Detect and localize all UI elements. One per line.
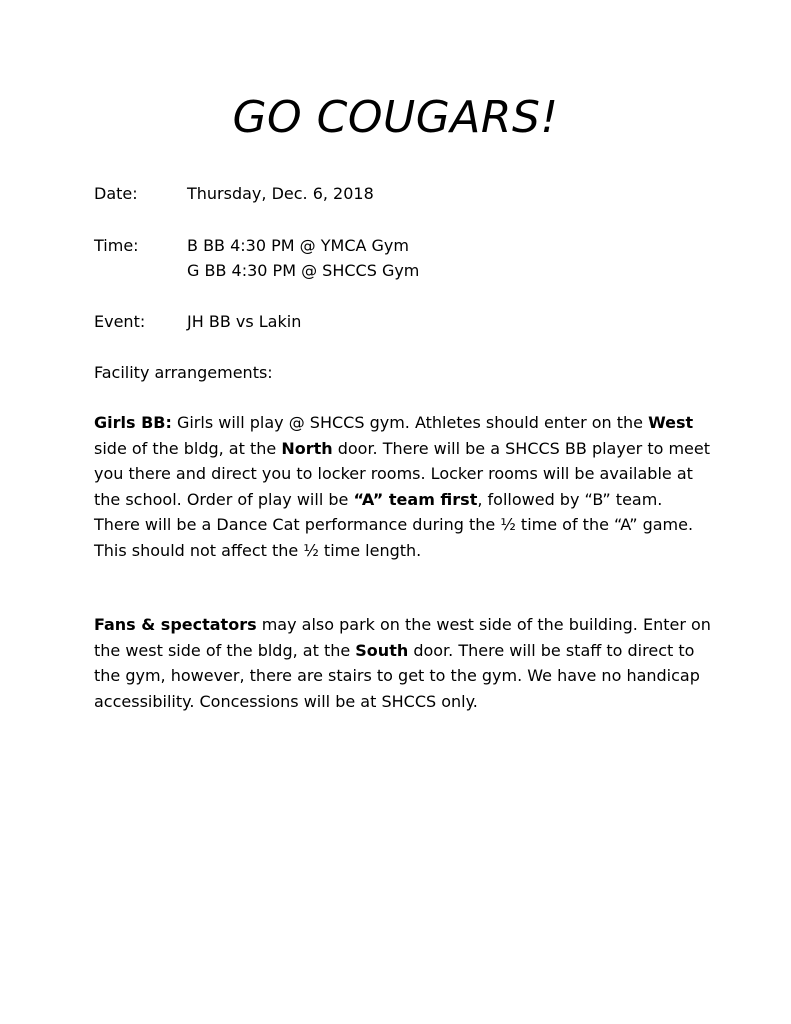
girls-bb-north: North: [281, 438, 333, 458]
page-title: GO COUGARS!: [232, 92, 559, 143]
fans-text-1: may also park on the west side of the building. Enter on the west side of the bldg, at the: [94, 615, 711, 660]
girls-bb-west: West: [648, 413, 694, 432]
girls-bb-text-2: side of the bldg, at the: [94, 438, 282, 458]
fans-south: South: [355, 640, 409, 660]
time-label: Time:: [94, 236, 139, 255]
fans-lead: Fans & spectators: [94, 615, 257, 634]
time-value-boys: B BB 4:30 PM @ YMCA Gym: [187, 236, 409, 255]
girls-bb-section: [94, 410, 714, 563]
girls-bb-lead: Girls BB:: [94, 413, 172, 432]
girls-bb-text-1: Girls will play @ SHCCS gym. Athletes should enter on the: [171, 413, 649, 432]
event-label: Event:: [94, 312, 146, 331]
date-value: Thursday, Dec. 6, 2018: [187, 184, 374, 203]
girls-bb-text-3: door. There will be a SHCCS BB player to meet you there and direct you to locker rooms. Locker rooms will be available at the school. Order of play will be: [94, 438, 711, 509]
time-value-girls: G BB 4:30 PM @ SHCCS Gym: [187, 261, 420, 280]
fans-section: [94, 612, 714, 714]
facility-heading: Facility arrangements:: [94, 363, 273, 382]
fans-paragraph: [94, 612, 714, 714]
dance-cat-note: There will be a Dance Cat performance during the ½ time of the “A” game. This should not affect the ½ time length.: [94, 515, 694, 560]
girls-bb-order: “A” team first: [353, 489, 478, 509]
girls-bb-paragraph: [94, 410, 714, 512]
date-label: Date:: [94, 184, 138, 203]
event-value: JH BB vs Lakin: [187, 312, 302, 331]
fans-text-2: door. There will be staff to direct to the gym, however, there are stairs to get to the gym. We have no handicap accessibility. Concessions will be at SHCCS only.: [94, 640, 700, 711]
girls-bb-text-4: , followed by “B” team.: [477, 489, 663, 509]
